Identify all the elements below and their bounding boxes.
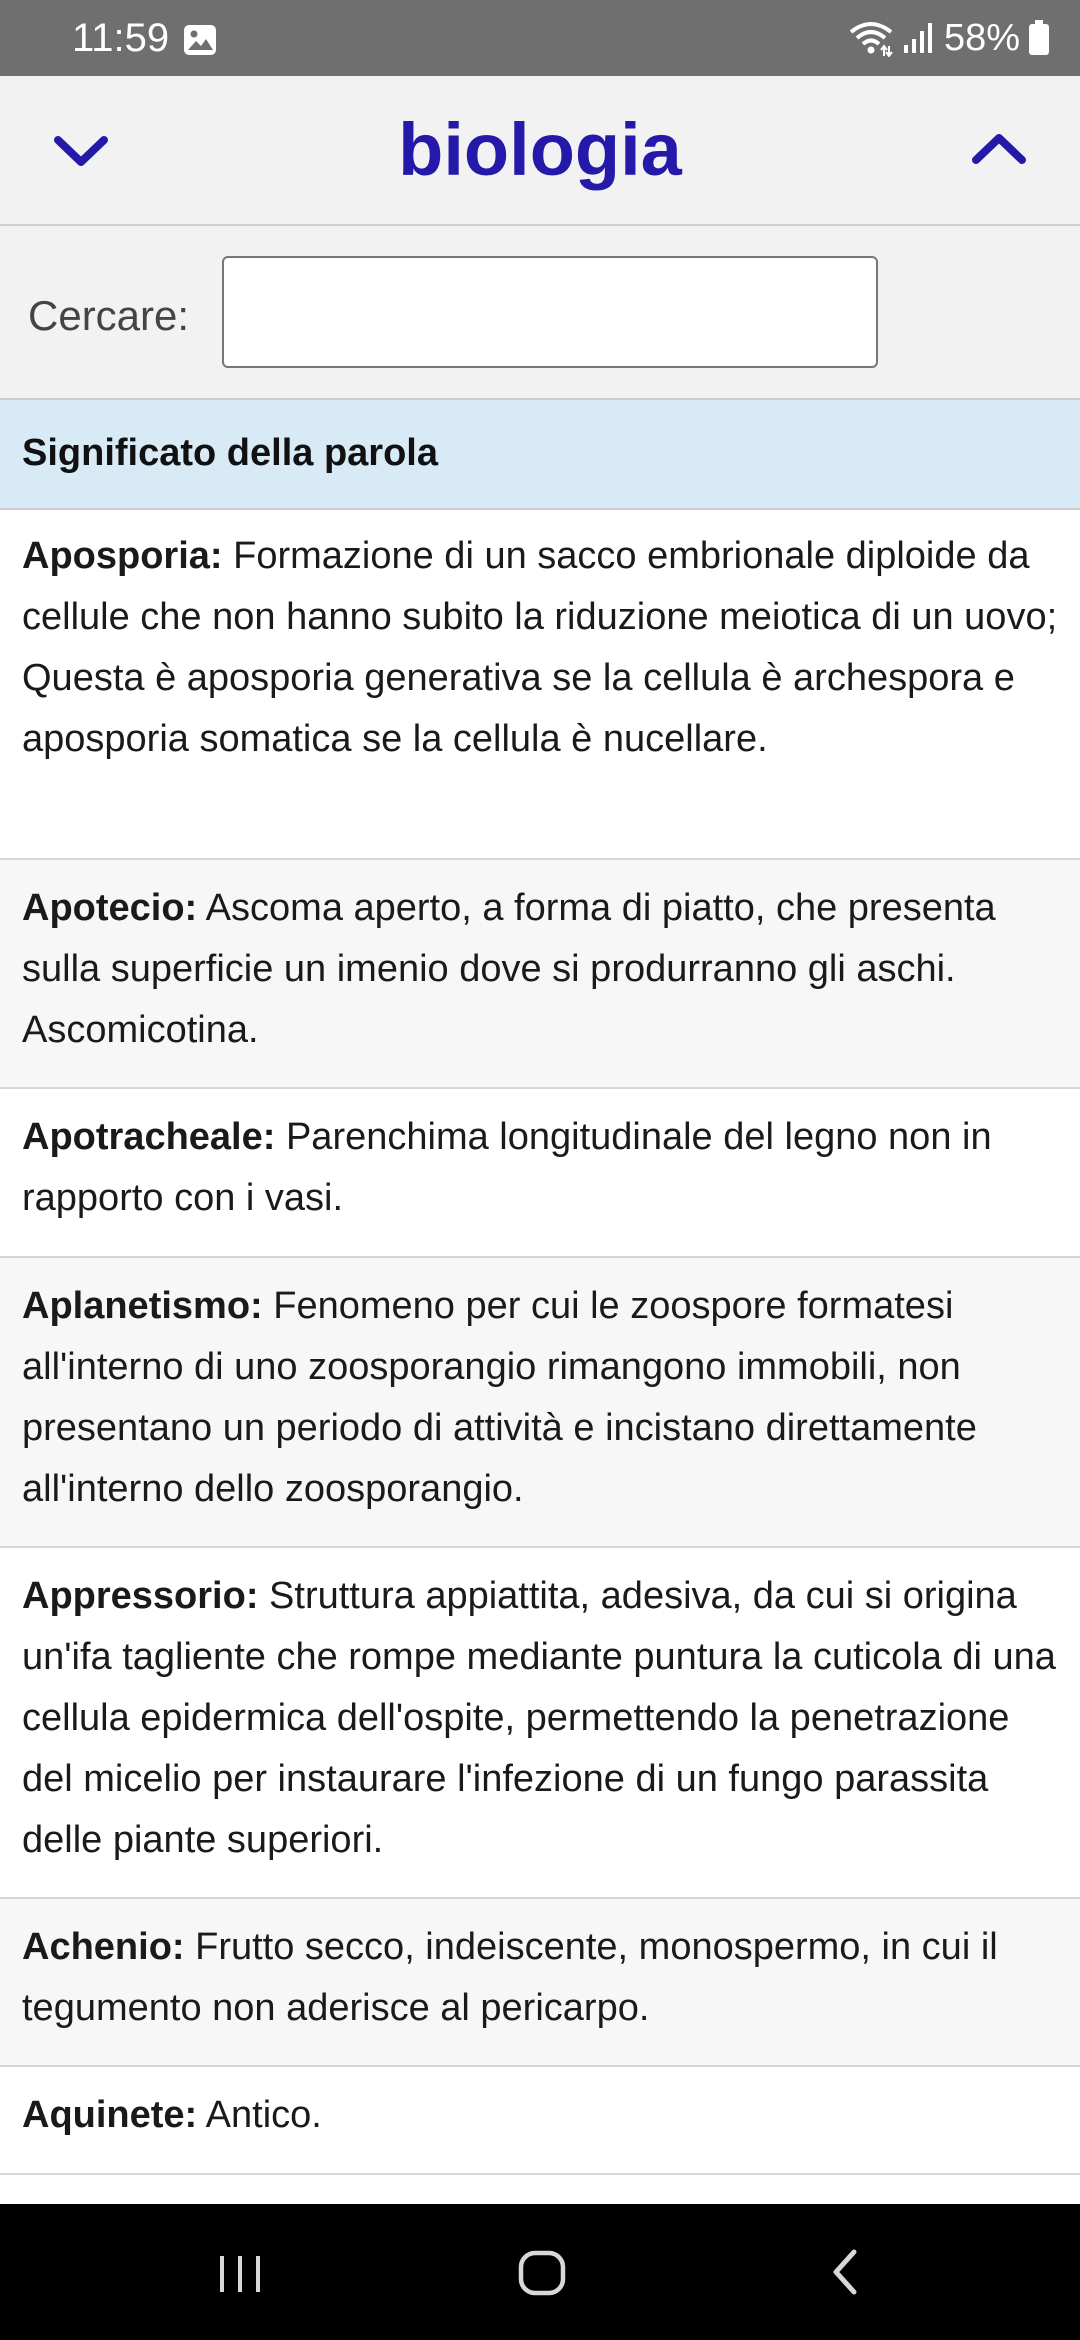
- row-term: Apotecio:: [22, 887, 198, 929]
- row-term: Aplanetismo:: [22, 1285, 263, 1327]
- battery-icon: [1028, 20, 1050, 56]
- page-title: biologia: [398, 108, 682, 191]
- definition-list: [0, 510, 1080, 2175]
- row-term: Appressorio:: [22, 1575, 259, 1617]
- status-time: 11:59: [72, 16, 170, 60]
- back-icon[interactable]: [804, 2232, 884, 2312]
- table-header-label: Significato della parola: [22, 432, 438, 474]
- signal-icon: [902, 21, 936, 55]
- battery-percent: 58%: [943, 16, 1020, 59]
- table-row: [0, 1899, 1080, 2067]
- row-definition: Fenomeno per cui le zoospore formatesi all'interno di uno zoosporangio rimangono immobili, non presentano un periodo di attività e incistano direttamente all'interno dello zoosporangio.: [22, 1285, 977, 1510]
- table-row: [0, 510, 1080, 860]
- row-definition: Parenchima longitudinale del legno non in rapporto con i vasi.: [22, 1116, 992, 1219]
- chevron-up-icon[interactable]: [964, 120, 1034, 180]
- row-term: Aposporia:: [22, 535, 223, 577]
- home-icon[interactable]: [502, 2232, 582, 2312]
- table-header: [0, 400, 1080, 510]
- status-bar: [0, 0, 1080, 76]
- table-row: [0, 1089, 1080, 1258]
- row-term: Aquinete:: [22, 2094, 198, 2136]
- row-definition: Formazione di un sacco embrionale diploide da cellule che non hanno subito la riduzione meiotica di un uovo; Questa è aposporia generativa se la cellula è archespora e aposporia somatica se la cellula è nucellare.: [22, 535, 1058, 760]
- table-row: [0, 1258, 1080, 1548]
- system-nav-bar: [0, 2204, 1080, 2340]
- search-label: Cercare:: [28, 292, 190, 339]
- row-definition: Struttura appiattita, adesiva, da cui si origina un'ifa tagliente che rompe mediante puntura la cuticola di una cellula epidermica dell'ospite, permettendo la penetrazione del micelio per instaurare l'infezione di un fungo parassita delle piante superiori.: [22, 1575, 1056, 1861]
- wifi-icon: [848, 19, 894, 57]
- row-definition: Frutto secco, indeiscente, monospermo, in cui il tegumento non aderisce al pericarpo.: [22, 1926, 998, 2029]
- app-header: [0, 76, 1080, 226]
- row-term: Achenio:: [22, 1926, 185, 1968]
- image-icon: [183, 24, 217, 56]
- search-section: [0, 226, 1080, 400]
- search-input[interactable]: [222, 256, 878, 368]
- row-term: Apotracheale:: [22, 1116, 276, 1158]
- status-indicators: [848, 14, 1050, 62]
- table-row: [0, 860, 1080, 1089]
- row-definition: Antico.: [197, 2094, 322, 2136]
- table-row: [0, 2067, 1080, 2175]
- row-definition: Ascoma aperto, a forma di piatto, che presenta sulla superficie un imenio dove si produrranno gli aschi. Ascomicotina.: [22, 887, 996, 1051]
- table-row: [0, 1548, 1080, 1899]
- recent-apps-icon[interactable]: [200, 2232, 280, 2312]
